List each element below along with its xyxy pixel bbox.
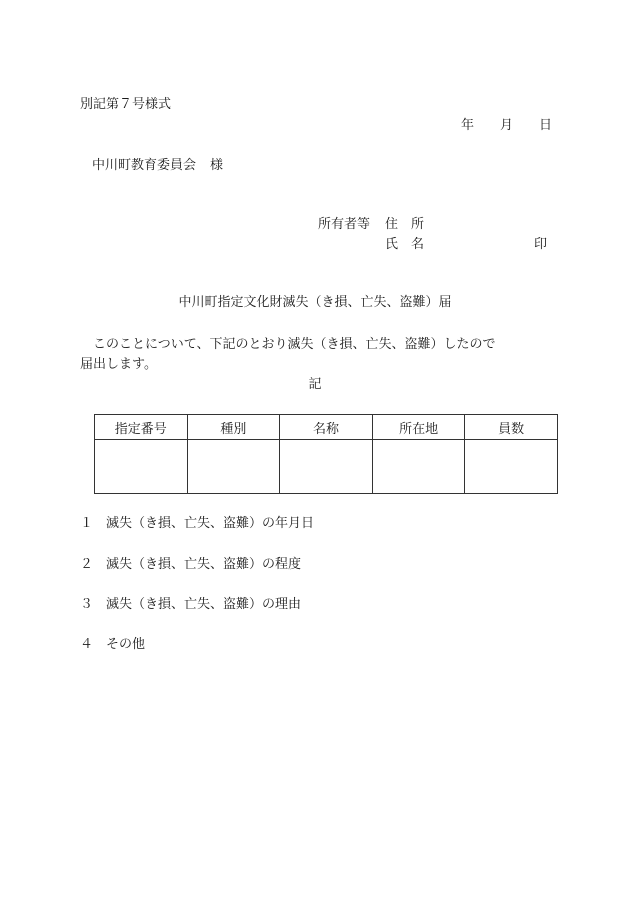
list-item-number: ２ bbox=[80, 557, 94, 572]
list-item-text: 滅失（き損、亡失、盗難）の程度 bbox=[106, 557, 302, 572]
form-number-label: 別記第７号様式 bbox=[80, 97, 172, 112]
date-day-label: 日 bbox=[538, 118, 552, 133]
list-item bbox=[80, 517, 314, 530]
header-designation-number: 指定番号 bbox=[95, 415, 188, 440]
property-table bbox=[94, 414, 558, 494]
list-item-text: その他 bbox=[106, 637, 146, 652]
cell-designation-number[interactable] bbox=[95, 440, 188, 494]
owner-label: 所有者等 bbox=[318, 217, 371, 232]
recipient-line bbox=[92, 159, 223, 172]
name-label: 氏 名 bbox=[385, 237, 425, 252]
list-item-number: ４ bbox=[80, 637, 94, 652]
table-header-row bbox=[95, 415, 558, 440]
list-item-text: 滅失（き損、亡失、盗難）の理由 bbox=[106, 597, 302, 612]
date-month-label: 月 bbox=[499, 118, 513, 133]
ki-heading: 記 bbox=[308, 377, 322, 392]
recipient-name: 中川町教育委員会 bbox=[92, 158, 197, 173]
cell-category[interactable] bbox=[187, 440, 280, 494]
recipient-honorific: 様 bbox=[210, 158, 224, 173]
list-item-text: 滅失（き損、亡失、盗難）の年月日 bbox=[106, 516, 315, 531]
table-row bbox=[95, 440, 558, 494]
address-label: 住 所 bbox=[385, 217, 425, 232]
document-title: 中川町指定文化財滅失（き損、亡失、盗難）届 bbox=[178, 295, 452, 310]
list-item bbox=[80, 638, 145, 651]
cell-location[interactable] bbox=[372, 440, 465, 494]
list-item-number: ３ bbox=[80, 597, 94, 612]
header-category: 種別 bbox=[187, 415, 280, 440]
date-year-label: 年 bbox=[460, 118, 474, 133]
header-name: 名称 bbox=[280, 415, 373, 440]
body-text-line-1: このことについて、下記のとおり滅失（き損、亡失、盗難）したので bbox=[93, 337, 496, 352]
date-line bbox=[461, 119, 552, 132]
cell-name[interactable] bbox=[280, 440, 373, 494]
cell-quantity[interactable] bbox=[465, 440, 558, 494]
body-text-line-2: 届出します。 bbox=[80, 357, 157, 372]
list-item bbox=[80, 558, 301, 571]
header-location: 所在地 bbox=[372, 415, 465, 440]
header-quantity: 員数 bbox=[465, 415, 558, 440]
seal-mark: 印 bbox=[534, 237, 548, 252]
list-item-number: １ bbox=[80, 516, 94, 531]
list-item bbox=[80, 598, 301, 611]
